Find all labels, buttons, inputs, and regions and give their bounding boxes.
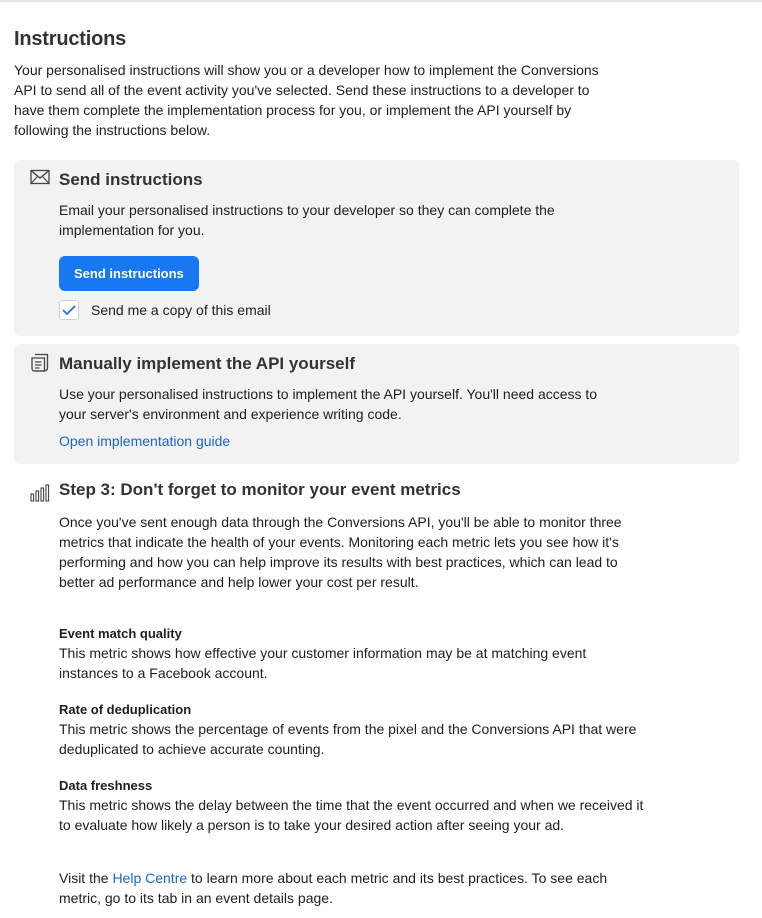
metric-text: This metric shows how effective your customer information may be at matching event instances to a Facebook account. (59, 645, 587, 681)
metric-title: Event match quality (59, 626, 182, 641)
metric-item (59, 701, 649, 759)
envelope-icon (30, 169, 50, 189)
checkmark-icon (62, 305, 76, 316)
document-icon (30, 353, 50, 373)
help-centre-link[interactable]: Help Centre (112, 870, 188, 886)
metric-item (59, 625, 649, 683)
bar-chart-icon (30, 484, 52, 502)
copy-email-label: Send me a copy of this email (91, 302, 271, 318)
send-instructions-card (14, 160, 739, 336)
copy-email-checkbox[interactable] (59, 300, 79, 320)
manual-implement-text: Use your personalised instructions to implement the API yourself. You'll need access to your server's environment and experience writing code. (59, 386, 598, 422)
manual-implement-card (14, 344, 739, 464)
send-instructions-title: Send instructions (59, 170, 203, 189)
metric-title: Data freshness (59, 778, 153, 793)
metric-title: Rate of deduplication (59, 702, 192, 717)
metric-text: This metric shows the delay between the time that the event occurred and when we received it to evaluate how likely a person is to take your desired action after seeing your ad. (59, 797, 644, 833)
step-3-text: Once you've sent enough data through the Conversions API, you'll be able to monitor three metrics that indicate the health of your events. Monitoring each metric lets you see how it's performing and how you can help improve its results with best practices, which can lead to better ad performance and help lower your cost per result. (59, 514, 622, 590)
help-footer-text (59, 868, 629, 908)
footer-prefix: Visit the (59, 870, 113, 886)
intro-text: Your personalised instructions will show you or a developer how to implement the Conversions API to send all of the event activity you've selected. Send these instructions to a developer to have them complete the implementation process for you, or implement the API yourself by following the instructions below. (14, 62, 599, 138)
send-instructions-text: Email your personalised instructions to your developer so they can complete the implementation for you. (59, 202, 555, 238)
copy-email-option[interactable] (59, 300, 271, 320)
footer-suffix: to learn more about each metric and its best practices. To see each metric, go to its tab in an event details page. (59, 870, 608, 906)
page-title: Instructions (14, 28, 127, 50)
metric-text: This metric shows the percentage of events from the pixel and the Conversions API that were deduplicated to achieve accurate counting. (59, 721, 637, 757)
send-instructions-button[interactable]: Send instructions (59, 256, 199, 291)
manual-implement-title: Manually implement the API yourself (59, 354, 355, 373)
step-3-title: Step 3: Don't forget to monitor your event metrics (59, 480, 461, 499)
implementation-guide-link[interactable]: Open implementation guide (59, 433, 231, 449)
metric-item (59, 777, 649, 835)
